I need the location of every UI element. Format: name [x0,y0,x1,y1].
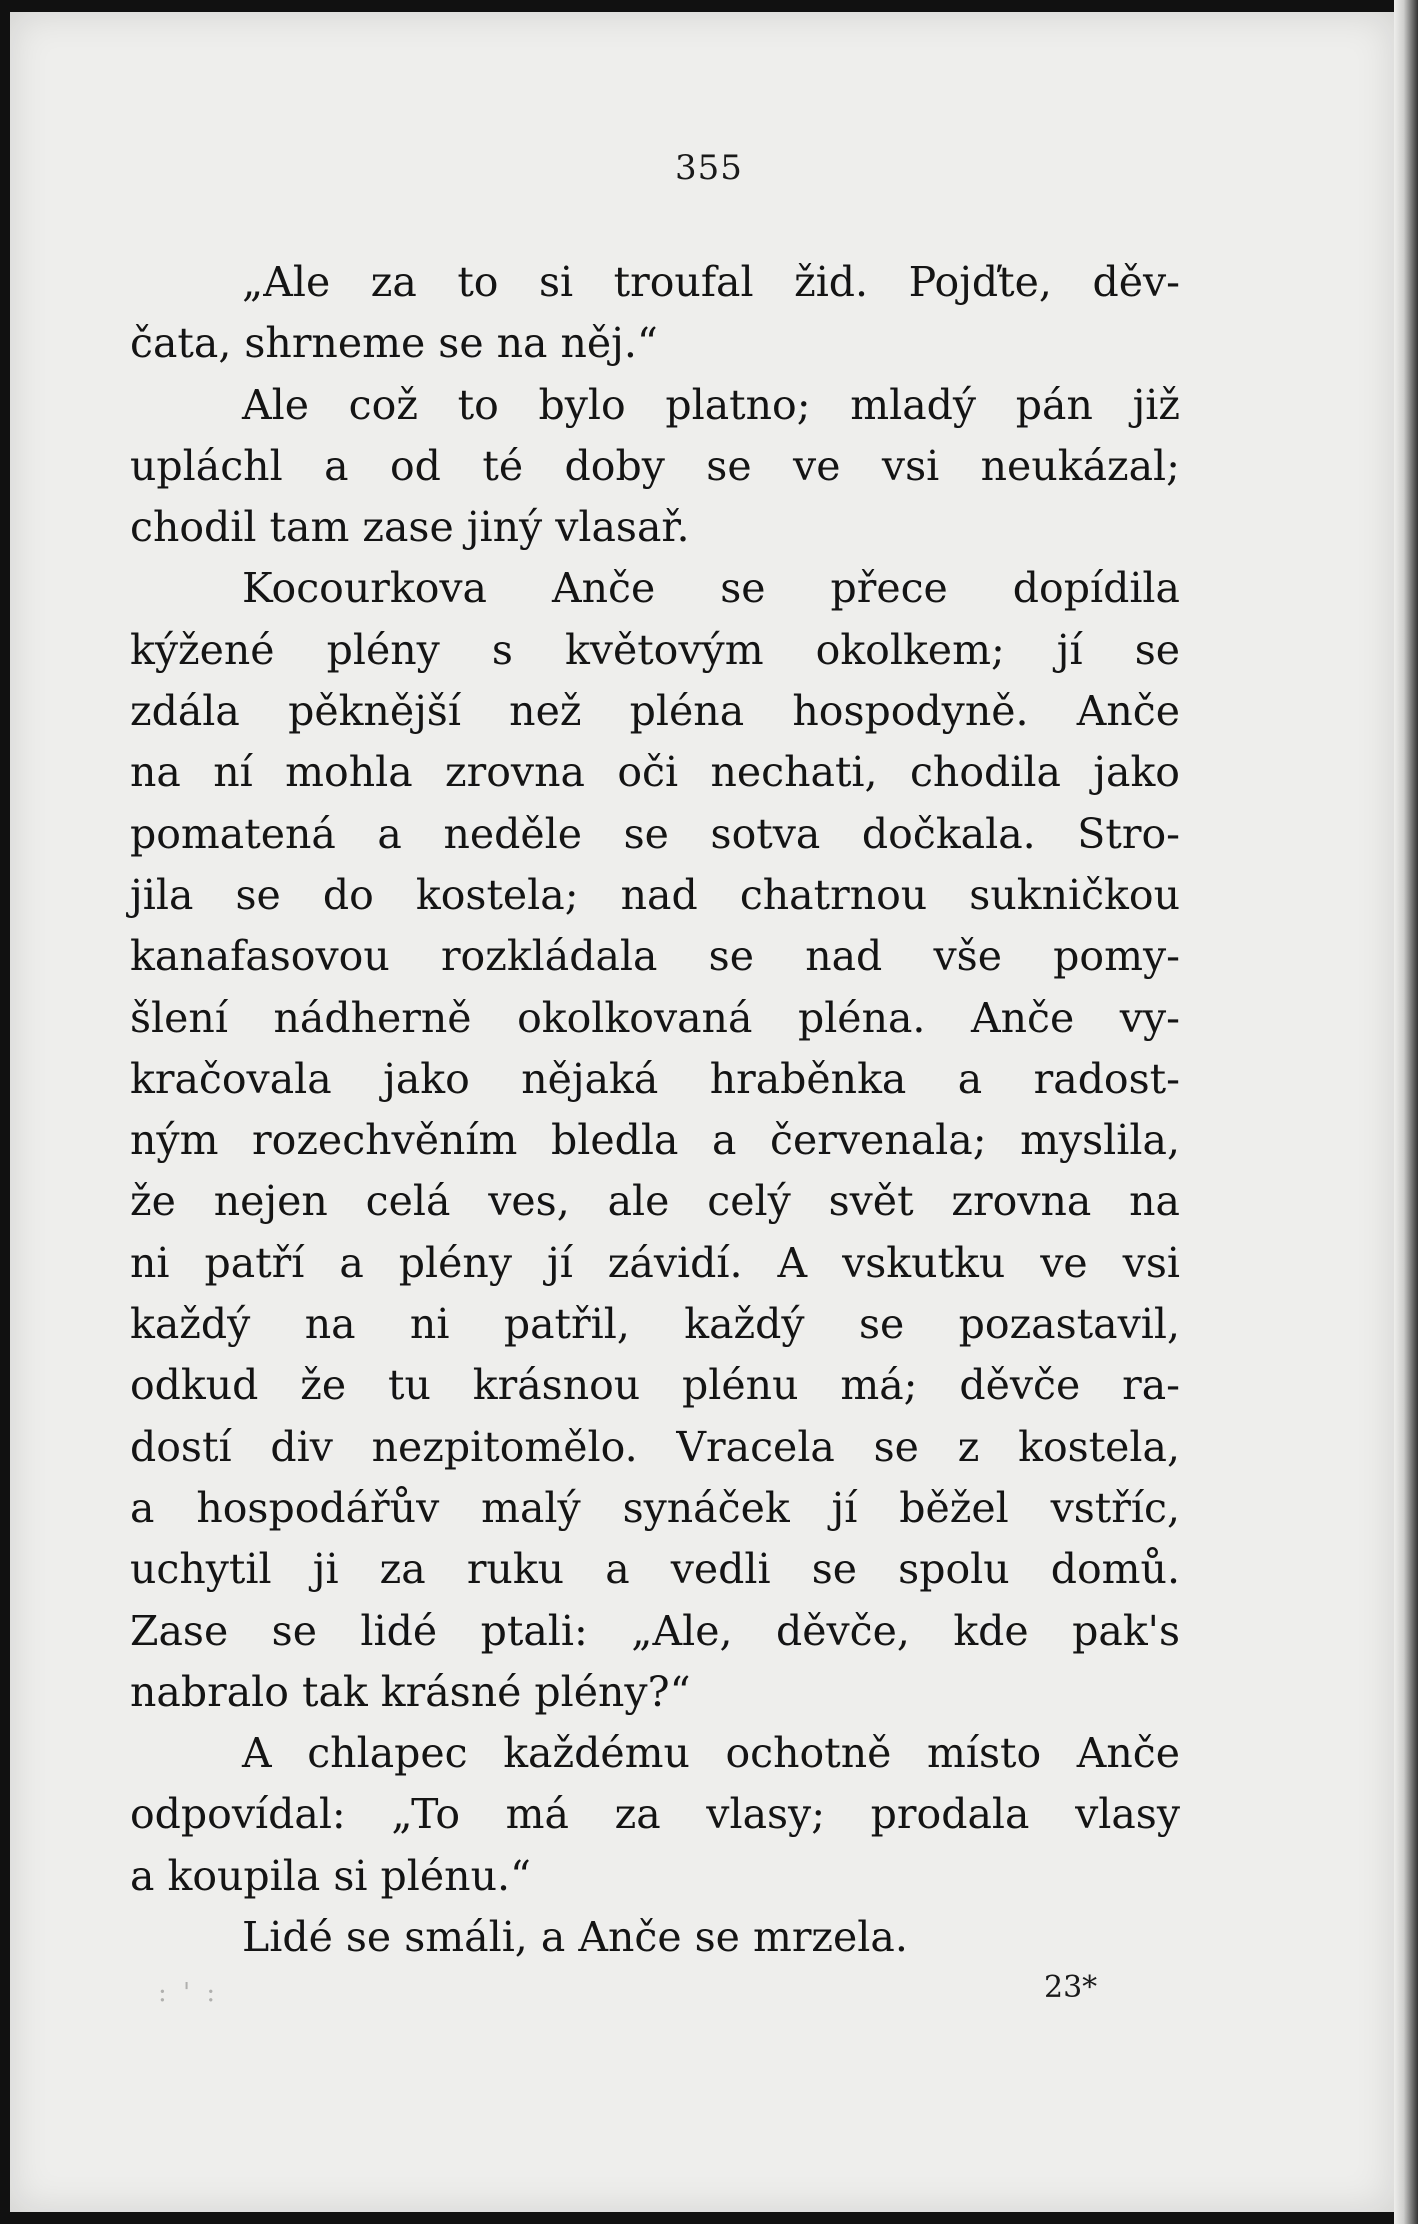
text-line: kýžené plény s květovým okolkem; jí se [130,625,1180,674]
text-line: „Ale za to si troufal žid. Pojďte, děv- [242,258,1180,306]
text-line: a koupila si plénu.“ [130,1851,531,1900]
text-line: odkud že tu krásnou plénu má; děvče ra- [130,1361,1180,1410]
text-line: a hospodářův malý synáček jí běžel vstříc, [130,1483,1180,1532]
text-line: odpovídal: „To má za vlasy; prodala vlasy [130,1790,1180,1839]
text-line: nabralo tak krásné plény?“ [130,1667,691,1716]
text-line: čata, shrneme se na něj.“ [130,319,658,368]
signature-mark: 23* [1044,1970,1098,2005]
text-line: kanafasovou rozkládala se nad vše pomy- [130,932,1180,981]
text-line: šlení nádherně okolkovaná pléna. Anče vy- [130,993,1180,1042]
text-line: dostí div nezpitomělo. Vracela se z kostela, [130,1422,1180,1471]
text-line: Kocourkova Anče se přece dopídila [242,564,1180,613]
text-line: Lidé se smáli, a Anče se mrzela. [242,1913,908,1962]
ink-smudge: : ' : [158,1978,220,2008]
text-line: na ní mohla zrovna oči nechati, chodila jako [130,748,1180,797]
text-line: Zase se lidé ptali: „Ale, děvče, kde pak's [130,1606,1180,1655]
body-text [130,252,1180,1968]
text-line: jila se do kostela; nad chatrnou sukničkou [130,870,1180,919]
text-line: pomatená a neděle se sotva dočkala. Stro- [130,809,1180,858]
text-line: kračovala jako nějaká hraběnka a radost- [130,1054,1180,1103]
text-line: ni patří a plény jí závidí. A vskutku ve vsi [130,1238,1180,1287]
text-line: uchytil ji za ruku a vedli se spolu domů. [130,1545,1180,1594]
page-edge-shadow [1394,0,1418,2224]
text-line: každý na ni patřil, každý se pozastavil, [130,1300,1180,1349]
text-line: A chlapec každému ochotně místo Anče [242,1729,1180,1778]
text-line: chodil tam zase jiný vlasař. [130,503,690,552]
page-number: 355 [675,148,743,188]
text-line: upláchl a od té doby se ve vsi neukázal; [130,441,1180,490]
text-line: ným rozechvěním bledla a červenala; myslila, [130,1116,1180,1165]
text-line: Ale což to bylo platno; mladý pán již [242,380,1180,429]
text-line: že nejen celá ves, ale celý svět zrovna na [130,1177,1180,1226]
text-line: zdála pěknější než pléna hospodyně. Anče [130,687,1180,736]
